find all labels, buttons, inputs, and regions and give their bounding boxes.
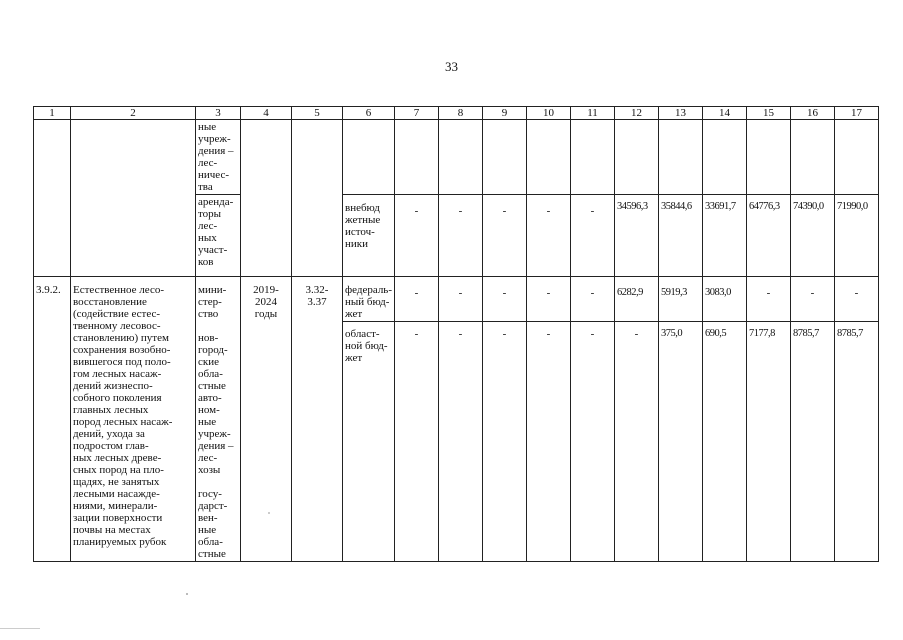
value-cell: - [483, 322, 527, 562]
header-cell: 1 [34, 107, 71, 120]
header-cell: 5 [292, 107, 343, 120]
empty-cell [703, 120, 747, 195]
empty-cell [659, 120, 703, 195]
value-cell: - [615, 322, 659, 562]
item-number: 3.9.2. [34, 277, 71, 562]
header-cell: 11 [571, 107, 615, 120]
value-cell: 7177,8 [747, 322, 791, 562]
empty-cell [439, 120, 483, 195]
table-row [34, 120, 879, 195]
value-cell: - [571, 195, 615, 277]
value-cell: - [527, 195, 571, 277]
header-cell: 4 [241, 107, 292, 120]
value-cell: - [571, 277, 615, 322]
empty-cell [34, 120, 71, 277]
value-cell: - [571, 322, 615, 562]
value-cell: 64776,3 [747, 195, 791, 277]
scan-speck [268, 512, 270, 514]
value-cell: 5919,3 [659, 277, 703, 322]
value-cell: 6282,9 [615, 277, 659, 322]
value-cell: - [439, 277, 483, 322]
header-cell: 15 [747, 107, 791, 120]
empty-cell [835, 120, 879, 195]
value-cell: 3083,0 [703, 277, 747, 322]
header-cell: 7 [395, 107, 439, 120]
value-cell: - [395, 322, 439, 562]
funding-source-cell: федераль- ный бюд- жет [343, 277, 395, 322]
value-cell: 34596,3 [615, 195, 659, 277]
value-cell: 8785,7 [791, 322, 835, 562]
value-cell: - [791, 277, 835, 322]
empty-cell [791, 120, 835, 195]
value-cell: 375,0 [659, 322, 703, 562]
table-row [34, 277, 879, 322]
value-cell: 33691,7 [703, 195, 747, 277]
header-cell: 14 [703, 107, 747, 120]
header-cell: 10 [527, 107, 571, 120]
empty-cell [292, 120, 343, 277]
value-cell: - [439, 322, 483, 562]
value-cell: - [747, 277, 791, 322]
header-cell: 3 [196, 107, 241, 120]
header-cell: 16 [791, 107, 835, 120]
funding-source-cell: област- ной бюд- жет [343, 322, 395, 562]
header-row [34, 107, 879, 120]
value-cell: - [395, 195, 439, 277]
empty-cell [483, 120, 527, 195]
scan-speck [186, 593, 188, 595]
header-cell: 2 [71, 107, 196, 120]
header-cell: 8 [439, 107, 483, 120]
header-cell: 12 [615, 107, 659, 120]
executor-cell: мини- стер- ство нов- город- ские обла- стные авто- ном- ные учреж- дения – лес- хозы госу- дарст- вен- ные обла- стные [196, 277, 241, 562]
executor-cell: ные учреж- дения – лес- ничес- тва [196, 120, 241, 195]
empty-cell [571, 120, 615, 195]
years-cell: 2019- 2024 годы [241, 277, 292, 562]
executor-cell: аренда- торы лес- ных участ- ков [196, 195, 241, 277]
page-number: 33 [445, 59, 458, 74]
empty-cell [241, 120, 292, 277]
value-cell: 8785,7 [835, 322, 879, 562]
value-cell: 71990,0 [835, 195, 879, 277]
header-cell: 13 [659, 107, 703, 120]
value-cell: - [527, 277, 571, 322]
empty-cell [615, 120, 659, 195]
value-cell: - [439, 195, 483, 277]
value-cell: 690,5 [703, 322, 747, 562]
value-cell: 74390,0 [791, 195, 835, 277]
header-cell: 9 [483, 107, 527, 120]
value-cell: 35844,6 [659, 195, 703, 277]
item-description: Естественное лесо- восстановление (содействие естес- твенному лесовос- становлению) путем сохранения возобно- вившегося под поло- гом лесных насаж- дений жизнеспо- собного поколения главных лесных пород лесных насаж- дений, ухода за подростом глав- ных лесных древе- сных пород на пло- щадях, не занятых лесными насажде- ниями, минерали- зации поверхности почвы на местах планируемых рубок [71, 277, 196, 562]
scan-edge [0, 628, 40, 629]
funding-source-cell: внебюд жетные источ- ники [343, 195, 395, 277]
value-cell: - [527, 322, 571, 562]
empty-cell [343, 120, 395, 195]
empty-cell [71, 120, 196, 277]
value-cell: - [395, 277, 439, 322]
value-cell: - [483, 277, 527, 322]
header-cell: 17 [835, 107, 879, 120]
budget-table [33, 106, 879, 562]
header-cell: 6 [343, 107, 395, 120]
empty-cell [395, 120, 439, 195]
empty-cell [747, 120, 791, 195]
indicators-cell: 3.32- 3.37 [292, 277, 343, 562]
empty-cell [527, 120, 571, 195]
value-cell: - [483, 195, 527, 277]
value-cell: - [835, 277, 879, 322]
